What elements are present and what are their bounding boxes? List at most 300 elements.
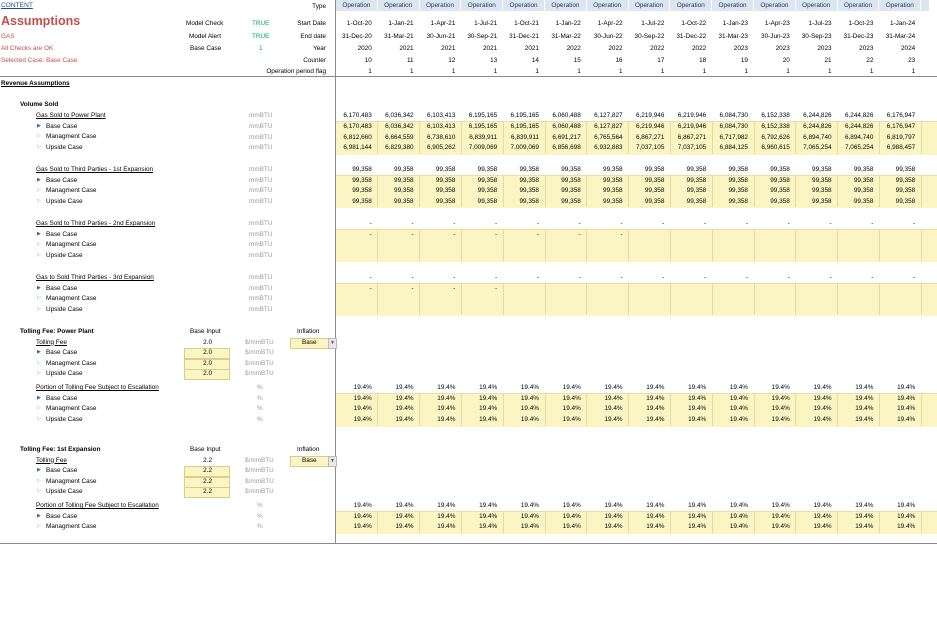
period-end-cell: 31-Mar-24 <box>885 33 916 40</box>
tolling_pp-portion-value: 19.4% <box>520 384 539 391</box>
period-counter-cell: 12 <box>448 57 456 64</box>
third-3-dash: - <box>662 274 665 281</box>
period-start-cell: 1-Jan-24 <box>889 20 916 27</box>
tolling_pp-portion-title: Portion of Tolling Fee Subject to Escallation <box>36 384 159 391</box>
tolling_pp-upside-case-label: Upside Case <box>46 370 83 378</box>
third-2-dash: - <box>411 220 414 227</box>
third-1-value: 99,358 <box>477 197 498 205</box>
tolling_pp-portion-value: 19.4% <box>646 405 665 413</box>
third-1-value: 99,358 <box>686 187 707 194</box>
case-arrow-icon: ▷ <box>37 405 41 412</box>
third-1-value: 99,358 <box>853 197 874 205</box>
power-plant-upside-value: 6,981,144 <box>343 144 372 151</box>
period-end-cell: 30-Sep-22 <box>634 33 665 40</box>
period-end-cell: 30-Jun-22 <box>593 33 623 40</box>
period-type-cell: Operation <box>879 0 921 11</box>
third-2-title: Gas Sold to Third Parties - 2nd Expansion <box>36 220 156 227</box>
tolling_pp-portion-value: 19.4% <box>562 394 581 402</box>
unit-label: $/mmBTU <box>245 456 274 464</box>
period-flag-cell: 1 <box>660 68 665 75</box>
case-arrow-icon: ▶ <box>37 394 41 401</box>
period-type-cell: Operation <box>461 0 503 11</box>
period-type-cell: Operation <box>670 0 712 11</box>
tolling_pp-portion-value: 19.4% <box>897 394 916 402</box>
period-start-cell: 1-Apr-23 <box>764 20 790 27</box>
third-1-value: 99,358 <box>519 176 539 184</box>
tolling_pp-inflation-value: Base <box>302 338 317 346</box>
tolling_pp-portion-value: 19.4% <box>813 405 832 413</box>
tolling_1st-inflation-label: Inflation <box>297 446 320 453</box>
third-2-dash: - <box>620 220 623 227</box>
third-1-value: 99,358 <box>477 187 498 194</box>
unit-label: mmBTU <box>249 122 273 130</box>
third-3-base-dash: - <box>495 284 498 292</box>
third-3-base-dash: - <box>453 284 456 292</box>
third-1-value: 99,358 <box>603 176 623 184</box>
period-type-cell: Operation <box>336 0 378 11</box>
counter-label: Counter <box>303 57 326 64</box>
case-arrow-icon: ▷ <box>37 295 41 302</box>
power-plant-base-value: 6,219,946 <box>677 122 707 130</box>
tolling_pp-fee-value: 2.0 <box>203 338 212 346</box>
third-3-base-dash: - <box>369 284 372 292</box>
third-1-value: 99,358 <box>686 197 707 205</box>
tolling_pp-inflation-label: Inflation <box>297 328 320 335</box>
tolling_1st-portion-value: 19.4% <box>437 512 456 520</box>
third-1-upside-case-label: Upside Case <box>46 197 83 205</box>
period-end-cell: 30-Jun-23 <box>761 33 790 40</box>
unit-label: % <box>257 415 263 423</box>
tolling_pp-portion-value: 19.4% <box>520 394 539 402</box>
power-plant-value: 6,060,488 <box>552 112 581 119</box>
third-2-dash: - <box>829 220 832 227</box>
third-2-dash: - <box>369 220 372 227</box>
cell-divider <box>754 229 755 261</box>
third-3-dash: - <box>913 274 916 281</box>
tolling_pp-portion-value: 19.4% <box>729 416 748 424</box>
tolling_pp-portion-value: 19.4% <box>688 405 707 413</box>
third-1-value: 99,358 <box>895 187 916 194</box>
tolling_1st-portion-value: 19.4% <box>729 512 748 520</box>
tolling_1st-portion-value: 19.4% <box>562 523 581 531</box>
period-flag-cell: 1 <box>535 68 539 75</box>
power-plant-mgmt-value: 6,894,740 <box>844 133 874 141</box>
third-2-management-case-label: Managment Case <box>46 241 97 249</box>
power-plant-mgmt-value: 6,819,797 <box>886 133 916 141</box>
tolling_1st-portion-value: 19.4% <box>437 502 456 509</box>
third-1-value: 99,358 <box>644 197 665 205</box>
power-plant-upside-value: 7,009,069 <box>468 144 498 151</box>
third-1-value: 99,358 <box>728 197 748 205</box>
third-1-value: 99,358 <box>519 187 539 194</box>
period-year-cell: 2022 <box>691 45 707 52</box>
content-link[interactable]: CONTENT <box>1 2 33 9</box>
third-1-value: 99,358 <box>603 166 623 173</box>
third-1-value: 99,358 <box>603 187 623 194</box>
tolling_pp-portion-value: 19.4% <box>437 394 456 402</box>
tolling_1st-portion-value: 19.4% <box>688 523 707 531</box>
tolling_1st-portion-value: 19.4% <box>646 523 665 531</box>
third-1-value: 99,358 <box>435 176 456 184</box>
third-1-value: 99,358 <box>853 187 874 194</box>
tolling_pp-portion-value: 19.4% <box>855 416 874 424</box>
tolling_1st-portion-value: 19.4% <box>479 512 498 520</box>
tolling_pp-portion-value: 19.4% <box>855 405 874 413</box>
third-1-value: 99,358 <box>644 166 665 173</box>
tolling_1st-portion-value: 19.4% <box>855 512 874 520</box>
period-start-cell: 1-Jan-21 <box>388 20 414 27</box>
third-1-value: 99,358 <box>644 187 665 194</box>
period-start-cell: 1-Jul-21 <box>474 20 498 27</box>
period-counter-cell: 17 <box>657 57 665 64</box>
period-type-cell: Operation <box>754 0 796 11</box>
power-plant-value: 6,195,165 <box>510 112 539 119</box>
unit-label: mmBTU <box>249 220 273 227</box>
unit-label: % <box>257 512 263 520</box>
power-plant-value: 6,170,483 <box>343 112 372 119</box>
cell-divider <box>921 229 922 261</box>
tolling_1st-portion-value: 19.4% <box>562 512 581 520</box>
tolling_pp-portion-value: 19.4% <box>729 394 748 402</box>
power-plant-mgmt-value: 6,738,610 <box>426 133 456 141</box>
section-revenue: Revenue Assumptions <box>1 80 70 87</box>
period-type-cell: Operation <box>629 0 671 11</box>
tolling_pp-portion-value: 19.4% <box>395 416 414 424</box>
power-plant-value: 6,084,730 <box>719 112 748 119</box>
third-1-value: 99,358 <box>812 176 832 184</box>
third-1-base-case-label: Base Case <box>46 176 78 184</box>
tolling_1st-base-case-label: Base Case <box>46 467 78 474</box>
bottom-divider <box>0 543 937 544</box>
third-3-dash: - <box>578 274 581 281</box>
period-flag-cell: 1 <box>786 68 790 75</box>
cell-divider <box>879 283 880 315</box>
period-year-cell: 2022 <box>608 45 623 52</box>
tolling_1st-fee-label: Tolling Fee <box>36 456 67 464</box>
tolling_1st-fee-value: 2.2 <box>203 456 212 464</box>
unit-label: mmBTU <box>249 144 273 151</box>
cell-divider <box>837 283 838 315</box>
period-type-cell: Operation <box>545 0 587 11</box>
power-plant-value: 6,244,826 <box>844 112 874 119</box>
third-3-upside-case-label: Upside Case <box>46 305 83 313</box>
power-plant-value: 6,219,946 <box>677 112 707 119</box>
third-1-value: 99,358 <box>728 187 748 194</box>
period-flag-cell: 1 <box>744 68 748 75</box>
unit-label: % <box>257 405 263 413</box>
third-3-dash: - <box>620 274 623 281</box>
period-type-cell: Operation <box>378 0 420 11</box>
power-plant-base-value: 6,195,165 <box>510 122 539 130</box>
power-plant-upside-value: 7,065,254 <box>803 144 832 151</box>
third-1-value: 99,358 <box>895 166 916 173</box>
tolling_pp-portion-value: 19.4% <box>562 384 581 391</box>
chevron-down-icon[interactable]: ▼ <box>328 338 337 349</box>
power-plant-value: 6,244,826 <box>803 112 832 119</box>
period-flag-cell: 1 <box>828 68 832 75</box>
case-arrow-icon: ▶ <box>37 176 41 183</box>
tolling_pp-portion-value: 19.4% <box>688 384 707 391</box>
period-year-cell: 2023 <box>733 45 748 52</box>
tolling_pp-portion-value: 19.4% <box>688 416 707 424</box>
third-1-value: 99,358 <box>728 166 748 173</box>
period-year-cell: 2021 <box>441 45 456 52</box>
third-2-base-dash: - <box>578 230 581 238</box>
third-2-dash: - <box>536 220 539 227</box>
period-end-cell: 30-Sep-21 <box>467 33 498 40</box>
period-counter-cell: 18 <box>699 57 707 64</box>
period-type-cell: Operation <box>712 0 754 11</box>
unit-label: mmBTU <box>249 197 273 205</box>
tolling_pp-portion-value: 19.4% <box>437 384 456 391</box>
unit-label: mmBTU <box>249 187 273 194</box>
tolling_1st-base-input-label: Base Input <box>190 446 221 453</box>
cell-divider <box>921 175 922 207</box>
third-2-dash: - <box>913 220 916 227</box>
power-plant-base-value: 6,244,826 <box>844 122 874 130</box>
third-1-value: 99,358 <box>853 176 874 184</box>
period-year-cell: 2024 <box>900 45 916 52</box>
third-1-value: 99,358 <box>644 176 665 184</box>
power-plant-mgmt-value: 6,765,564 <box>594 133 623 141</box>
tolling_1st-portion-value: 19.4% <box>520 523 539 531</box>
tolling_pp-portion-value: 19.4% <box>646 394 665 402</box>
period-flag-cell: 1 <box>493 68 498 75</box>
unit-label: $/mmBTU <box>245 370 274 378</box>
third-1-value: 99,358 <box>561 187 581 194</box>
tolling_pp-portion-value: 19.4% <box>562 416 581 424</box>
period-start-cell: 1-Oct-20 <box>346 20 372 27</box>
tolling_pp-portion-value: 19.4% <box>479 405 498 413</box>
case-arrow-icon: ▶ <box>37 230 41 237</box>
power-plant-base-value: 6,176,947 <box>886 122 916 130</box>
unit-label: $/mmBTU <box>245 349 274 356</box>
tolling_pp-header: Tolling Fee: Power Plant <box>20 328 94 335</box>
tolling_pp-portion-value: 19.4% <box>604 416 623 424</box>
third-1-value: 99,358 <box>770 176 790 184</box>
tolling_1st-portion-management-case-label: Managment Case <box>46 523 97 531</box>
unit-label: $/mmBTU <box>245 488 274 496</box>
power-plant-value: 6,103,413 <box>426 112 456 119</box>
third-3-management-case-label: Managment Case <box>46 295 97 303</box>
third-3-dash: - <box>745 274 748 281</box>
power-plant-base-value: 6,195,165 <box>468 122 498 130</box>
cell-divider <box>712 283 713 315</box>
tolling_pp-portion-value: 19.4% <box>604 405 623 413</box>
power-plant-base-value: 6,103,413 <box>426 122 456 130</box>
tolling_1st-portion-value: 19.4% <box>771 523 790 531</box>
third-1-value: 99,358 <box>728 176 748 184</box>
period-end-cell: 31-Mar-21 <box>384 33 414 40</box>
period-type-cell: Operation <box>420 0 462 11</box>
third-1-value: 99,358 <box>686 166 707 173</box>
cell-divider <box>628 229 629 261</box>
tolling_pp-portion-value: 19.4% <box>395 405 414 413</box>
power-plant-upside-value: 6,856,698 <box>552 144 581 151</box>
third-1-value: 99,358 <box>352 187 372 194</box>
period-end-cell: 31-Dec-21 <box>509 33 539 40</box>
third-1-value: 99,358 <box>895 197 916 205</box>
third-1-value: 99,358 <box>686 176 707 184</box>
power-plant-base-value: 6,127,827 <box>594 122 623 130</box>
tolling_pp-portion-value: 19.4% <box>437 405 456 413</box>
period-start-cell: 1-Oct-23 <box>848 20 874 27</box>
cell-divider <box>837 229 838 261</box>
power-plant-base-value: 6,219,946 <box>635 122 665 130</box>
case-arrow-icon: ▷ <box>37 415 41 422</box>
third-3-dash: - <box>871 274 874 281</box>
cell-divider <box>921 511 922 533</box>
third-1-value: 99,358 <box>394 176 414 184</box>
model-alert-value: TRUE <box>252 33 270 40</box>
tolling_1st-case-input-value: 2.2 <box>203 488 212 496</box>
tolling_pp-fee-label: Tolling Fee <box>36 338 67 346</box>
tolling_pp-portion-value: 19.4% <box>562 405 581 413</box>
cell-divider <box>586 283 587 315</box>
unit-label: mmBTU <box>249 305 273 313</box>
tolling_pp-case-input-value: 2.0 <box>203 359 212 367</box>
cell-divider <box>670 283 671 315</box>
period-counter-cell: 10 <box>364 57 372 64</box>
power-plant-base-value: 6,084,730 <box>719 122 748 130</box>
power-plant-value: 6,127,827 <box>594 112 623 119</box>
period-type-cell: Operation <box>587 0 629 11</box>
cell-divider <box>503 283 504 315</box>
tolling_1st-portion-value: 19.4% <box>520 502 539 509</box>
unit-label: % <box>257 384 263 391</box>
third-1-value: 99,358 <box>519 197 539 205</box>
third-2-base-dash: - <box>411 230 414 238</box>
period-flag-cell: 1 <box>451 68 456 75</box>
tolling_1st-portion-title: Portion of Tolling Fee Subject to Escallation <box>36 502 159 509</box>
third-1-value: 99,358 <box>352 166 372 173</box>
power-plant-value: 6,195,165 <box>468 112 498 119</box>
tolling_1st-case-input-value: 2.2 <box>203 477 212 485</box>
unit-label: mmBTU <box>249 166 273 173</box>
third-3-dash: - <box>495 274 498 281</box>
third-1-value: 99,358 <box>561 197 581 205</box>
third-2-base-dash: - <box>495 230 498 238</box>
tolling_pp-base-input-label: Base Input <box>190 328 221 335</box>
tolling_1st-portion-value: 19.4% <box>604 512 623 520</box>
unit-label: $/mmBTU <box>245 359 274 367</box>
period-start-cell: 1-Apr-21 <box>430 20 456 27</box>
tolling_pp-portion-value: 19.4% <box>520 405 539 413</box>
period-start-cell: 1-Oct-22 <box>681 20 707 27</box>
tolling_pp-portion-value: 19.4% <box>688 394 707 402</box>
period-counter-cell: 19 <box>740 57 748 64</box>
power-plant-upside-value: 7,037,105 <box>677 144 707 151</box>
third-2-base-case-label: Base Case <box>46 230 78 238</box>
tolling_pp-portion-value: 19.4% <box>855 384 874 391</box>
period-year-cell: 2022 <box>650 45 665 52</box>
third-1-value: 99,358 <box>394 187 414 194</box>
base-case-label: Base Case <box>190 45 222 52</box>
unit-label: % <box>257 523 263 531</box>
power-plant-upside-value: 6,884,125 <box>719 144 748 151</box>
period-end-cell: 31-Dec-22 <box>676 33 707 40</box>
chevron-down-icon[interactable]: ▼ <box>328 456 337 467</box>
tolling_pp-portion-value: 19.4% <box>897 416 916 424</box>
case-arrow-icon: ▶ <box>37 349 41 355</box>
case-arrow-icon: ▷ <box>37 305 41 312</box>
tolling_pp-management-case-label: Managment Case <box>46 359 97 367</box>
power-plant-mgmt-value: 6,717,982 <box>719 133 748 141</box>
unit-label: $/mmBTU <box>245 477 274 485</box>
tolling_1st-portion-base-case-label: Base Case <box>46 512 78 520</box>
tolling_1st-portion-value: 19.4% <box>813 502 832 509</box>
third-1-value: 99,358 <box>352 197 372 205</box>
power-plant-upside-value: 7,065,254 <box>844 144 874 151</box>
tolling_1st-management-case-label: Managment Case <box>46 477 97 485</box>
period-year-cell: 2021 <box>524 45 539 52</box>
third-1-value: 99,358 <box>352 176 372 184</box>
power-plant-management-case-label: Managment Case <box>46 133 97 141</box>
tolling_pp-case-input-value: 2.0 <box>203 370 212 378</box>
cell-divider <box>795 229 796 261</box>
period-type-cell: Operation <box>503 0 545 11</box>
power-plant-mgmt-value: 6,839,911 <box>469 133 498 141</box>
third-1-value: 99,358 <box>812 197 832 205</box>
tolling_1st-portion-value: 19.4% <box>688 512 707 520</box>
case-arrow-icon: ▶ <box>37 122 41 129</box>
third-3-base-case-label: Base Case <box>46 284 78 292</box>
period-flag-cell: 1 <box>577 68 581 75</box>
case-arrow-icon: ▷ <box>37 143 41 150</box>
power-plant-mgmt-value: 6,792,626 <box>761 133 790 141</box>
case-arrow-icon: ▷ <box>37 523 41 530</box>
tolling_1st-portion-value: 19.4% <box>813 512 832 520</box>
unit-label: mmBTU <box>249 284 273 292</box>
tolling_pp-portion-value: 19.4% <box>897 405 916 413</box>
period-flag-cell: 1 <box>619 68 623 75</box>
third-2-dash: - <box>704 220 707 227</box>
case-arrow-icon: ▶ <box>37 512 41 519</box>
tolling_1st-portion-value: 19.4% <box>688 502 707 509</box>
tolling_pp-portion-value: 19.4% <box>479 384 498 391</box>
cell-divider <box>545 283 546 315</box>
tolling_1st-portion-value: 19.4% <box>771 512 790 520</box>
third-3-dash: - <box>829 274 832 281</box>
tolling_1st-portion-value: 19.4% <box>479 523 498 531</box>
tolling_pp-portion-value: 19.4% <box>897 384 916 391</box>
period-start-cell: 1-Jul-23 <box>808 20 832 27</box>
unit-label: $/mmBTU <box>245 338 274 346</box>
cell-divider <box>628 283 629 315</box>
tolling_pp-portion-value: 19.4% <box>771 416 790 424</box>
case-arrow-icon: ▶ <box>37 467 41 473</box>
tolling_pp-portion-upside-case-label: Upside Case <box>46 415 83 423</box>
power-plant-base-case-label: Base Case <box>46 122 78 130</box>
power-plant-base-value: 6,060,488 <box>552 122 581 130</box>
tolling_1st-case-input-value: 2.2 <box>203 467 212 474</box>
period-counter-cell: 15 <box>573 57 581 64</box>
tolling_1st-inflation-value: Base <box>302 456 317 464</box>
period-end-cell: 30-Jun-21 <box>426 33 456 40</box>
model-alert-label: Model Alert <box>189 33 221 40</box>
third-1-value: 99,358 <box>394 166 414 173</box>
tolling_1st-portion-value: 19.4% <box>395 512 414 520</box>
tolling_1st-upside-case-label: Upside Case <box>46 488 83 496</box>
power-plant-mgmt-value: 6,691,217 <box>552 133 581 141</box>
tolling_1st-portion-value: 19.4% <box>395 523 414 531</box>
period-counter-cell: 20 <box>782 57 790 64</box>
header-divider <box>0 76 937 77</box>
power-plant-base-value: 6,036,342 <box>385 122 414 130</box>
period-counter-cell: 21 <box>824 57 832 64</box>
period-counter-cell: 13 <box>490 57 498 64</box>
power-plant-upside-value: 7,037,105 <box>635 144 665 151</box>
